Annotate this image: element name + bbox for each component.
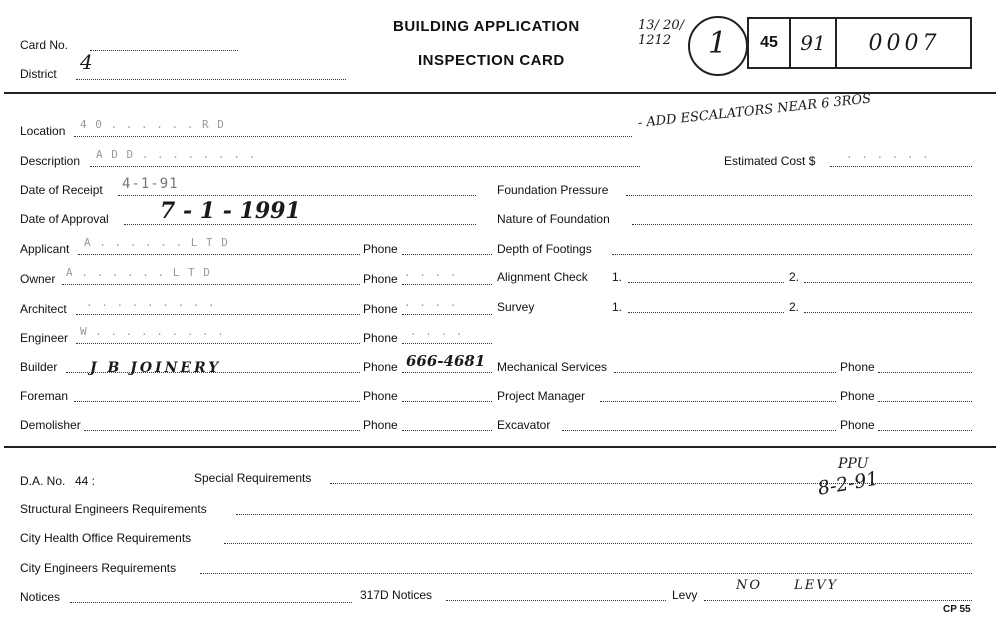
architect-field[interactable] bbox=[76, 314, 360, 315]
estimated-cost-value: . . . . . . bbox=[846, 148, 930, 161]
form-title-line2: INSPECTION CARD bbox=[418, 52, 565, 69]
builder-label: Builder bbox=[20, 360, 58, 374]
applicant-value: A . . . . . . L T D bbox=[84, 236, 229, 249]
applicant-label: Applicant bbox=[20, 242, 70, 256]
district-field[interactable] bbox=[76, 79, 346, 80]
survey-1-field[interactable] bbox=[628, 312, 784, 313]
card-no-label: Card No. bbox=[20, 38, 69, 52]
levy-field[interactable] bbox=[704, 600, 972, 601]
architect-phone-label: Phone bbox=[363, 302, 398, 316]
engineer-phone-field[interactable] bbox=[402, 343, 492, 344]
demolisher-phone-label: Phone bbox=[363, 418, 398, 432]
alignment-check-label: Alignment Check bbox=[497, 270, 588, 284]
demolisher-label: Demolisher bbox=[20, 418, 81, 432]
owner-label: Owner bbox=[20, 272, 56, 286]
form-title-line1: BUILDING APPLICATION bbox=[393, 18, 580, 35]
mechanical-services-phone-label: Phone bbox=[840, 360, 875, 374]
health-requirements-label: City Health Office Requirements bbox=[20, 531, 192, 545]
card-number-part-1: 45 bbox=[760, 34, 778, 51]
card-no-field[interactable] bbox=[90, 50, 238, 51]
applicant-field[interactable] bbox=[78, 254, 360, 255]
mechanical-services-field[interactable] bbox=[614, 372, 836, 373]
structural-requirements-label: Structural Engineers Requirements bbox=[20, 502, 207, 516]
excavator-label: Excavator bbox=[497, 418, 551, 432]
survey-1-label: 1. bbox=[612, 300, 623, 314]
excavator-phone-field[interactable] bbox=[878, 430, 972, 431]
excavator-field[interactable] bbox=[562, 430, 836, 431]
circled-number: 1 bbox=[708, 26, 728, 61]
date-approval-value: 7 - 1 - 1991 bbox=[160, 198, 301, 224]
alignment-check-1-label: 1. bbox=[612, 270, 623, 284]
description-note: - ADD ESCALATORS NEAR 6 3ROS bbox=[637, 91, 872, 131]
architect-phone-value: . . . . bbox=[404, 296, 458, 309]
engineer-phone-value: . . . . bbox=[410, 325, 464, 338]
nature-of-foundation-field[interactable] bbox=[632, 224, 972, 225]
owner-field[interactable] bbox=[62, 284, 360, 285]
location-field[interactable] bbox=[74, 136, 632, 137]
foreman-field[interactable] bbox=[74, 401, 360, 402]
form-code: CP 55 bbox=[943, 604, 971, 615]
depth-of-footings-label: Depth of Footings bbox=[497, 242, 592, 256]
da-no-label: D.A. No. bbox=[20, 474, 66, 488]
foreman-phone-label: Phone bbox=[363, 389, 398, 403]
card-number-part-2: 91 bbox=[800, 31, 826, 55]
special-requirements-label: Special Requirements bbox=[194, 471, 312, 485]
project-manager-phone-field[interactable] bbox=[878, 401, 972, 402]
mechanical-services-label: Mechanical Services bbox=[497, 360, 608, 374]
date-approval-field[interactable] bbox=[124, 224, 476, 225]
levy-value: NO LEVY bbox=[736, 578, 839, 593]
demolisher-phone-field[interactable] bbox=[402, 430, 492, 431]
architect-value: . . . . . . . . . bbox=[86, 296, 216, 309]
excavator-phone-label: Phone bbox=[840, 418, 875, 432]
alignment-check-2-label: 2. bbox=[789, 270, 800, 284]
main-rule bbox=[4, 446, 996, 448]
date-receipt-label: Date of Receipt bbox=[20, 183, 103, 197]
card-number-part-3: 0007 bbox=[868, 30, 941, 56]
foreman-label: Foreman bbox=[20, 389, 69, 403]
notices-label: Notices bbox=[20, 590, 61, 604]
survey-2-field[interactable] bbox=[804, 312, 972, 313]
project-manager-label: Project Manager bbox=[497, 389, 586, 403]
builder-phone-value: 666-4681 bbox=[406, 352, 486, 370]
survey-label: Survey bbox=[497, 300, 535, 314]
levy-label: Levy bbox=[672, 588, 698, 602]
project-manager-field[interactable] bbox=[600, 401, 836, 402]
special-requirements-note-2: 8-2-91 bbox=[816, 467, 881, 500]
structural-requirements-field[interactable] bbox=[236, 514, 972, 515]
foreman-phone-field[interactable] bbox=[402, 401, 492, 402]
notices-317d-field[interactable] bbox=[446, 600, 666, 601]
builder-phone-label: Phone bbox=[363, 360, 398, 374]
owner-phone-value: . . . . bbox=[404, 266, 458, 279]
builder-value: J B JOINERY bbox=[90, 360, 222, 376]
location-value: 4 0 . . . . . . R D bbox=[80, 118, 225, 131]
survey-2-label: 2. bbox=[789, 300, 800, 314]
date-approval-label: Date of Approval bbox=[20, 212, 109, 226]
engineer-phone-label: Phone bbox=[363, 331, 398, 345]
city-engineers-requirements-field[interactable] bbox=[200, 573, 972, 574]
notices-317d-label: 317D Notices bbox=[360, 588, 433, 602]
alignment-check-2-field[interactable] bbox=[804, 282, 972, 283]
notices-field[interactable] bbox=[70, 602, 352, 603]
date-note: 13/ 20/ 1212 bbox=[638, 18, 684, 48]
district-label: District bbox=[20, 67, 57, 81]
description-label: Description bbox=[20, 154, 81, 168]
owner-phone-field[interactable] bbox=[402, 284, 492, 285]
da-no-value: 44 : bbox=[75, 474, 96, 488]
depth-of-footings-field[interactable] bbox=[612, 254, 972, 255]
estimated-cost-field[interactable] bbox=[830, 166, 972, 167]
card-number-box bbox=[747, 17, 972, 69]
engineer-value: W . . . . . . . . . bbox=[80, 325, 225, 338]
city-engineers-requirements-label: City Engineers Requirements bbox=[20, 561, 177, 575]
applicant-phone-label: Phone bbox=[363, 242, 398, 256]
builder-phone-field[interactable] bbox=[402, 372, 492, 373]
special-requirements-note-1: PPU bbox=[838, 456, 869, 472]
description-field[interactable] bbox=[90, 166, 640, 167]
mechanical-services-phone-field[interactable] bbox=[878, 372, 972, 373]
owner-phone-label: Phone bbox=[363, 272, 398, 286]
alignment-check-1-field[interactable] bbox=[628, 282, 784, 283]
owner-value: A . . . . . . L T D bbox=[66, 266, 211, 279]
engineer-field[interactable] bbox=[76, 343, 360, 344]
architect-phone-field[interactable] bbox=[402, 314, 492, 315]
applicant-phone-field[interactable] bbox=[402, 254, 492, 255]
foundation-pressure-label: Foundation Pressure bbox=[497, 183, 609, 197]
date-receipt-value: 4-1-91 bbox=[122, 176, 179, 192]
foundation-pressure-field[interactable] bbox=[626, 195, 972, 196]
description-value: A D D . . . . . . . . bbox=[96, 148, 257, 161]
health-requirements-field[interactable] bbox=[224, 543, 972, 544]
location-label: Location bbox=[20, 124, 66, 138]
project-manager-phone-label: Phone bbox=[840, 389, 875, 403]
district-value: 4 bbox=[80, 50, 93, 74]
nature-of-foundation-label: Nature of Foundation bbox=[497, 212, 610, 226]
estimated-cost-label: Estimated Cost $ bbox=[724, 154, 816, 168]
engineer-label: Engineer bbox=[20, 331, 69, 345]
demolisher-field[interactable] bbox=[84, 430, 360, 431]
architect-label: Architect bbox=[20, 302, 67, 316]
date-receipt-field[interactable] bbox=[118, 195, 476, 196]
